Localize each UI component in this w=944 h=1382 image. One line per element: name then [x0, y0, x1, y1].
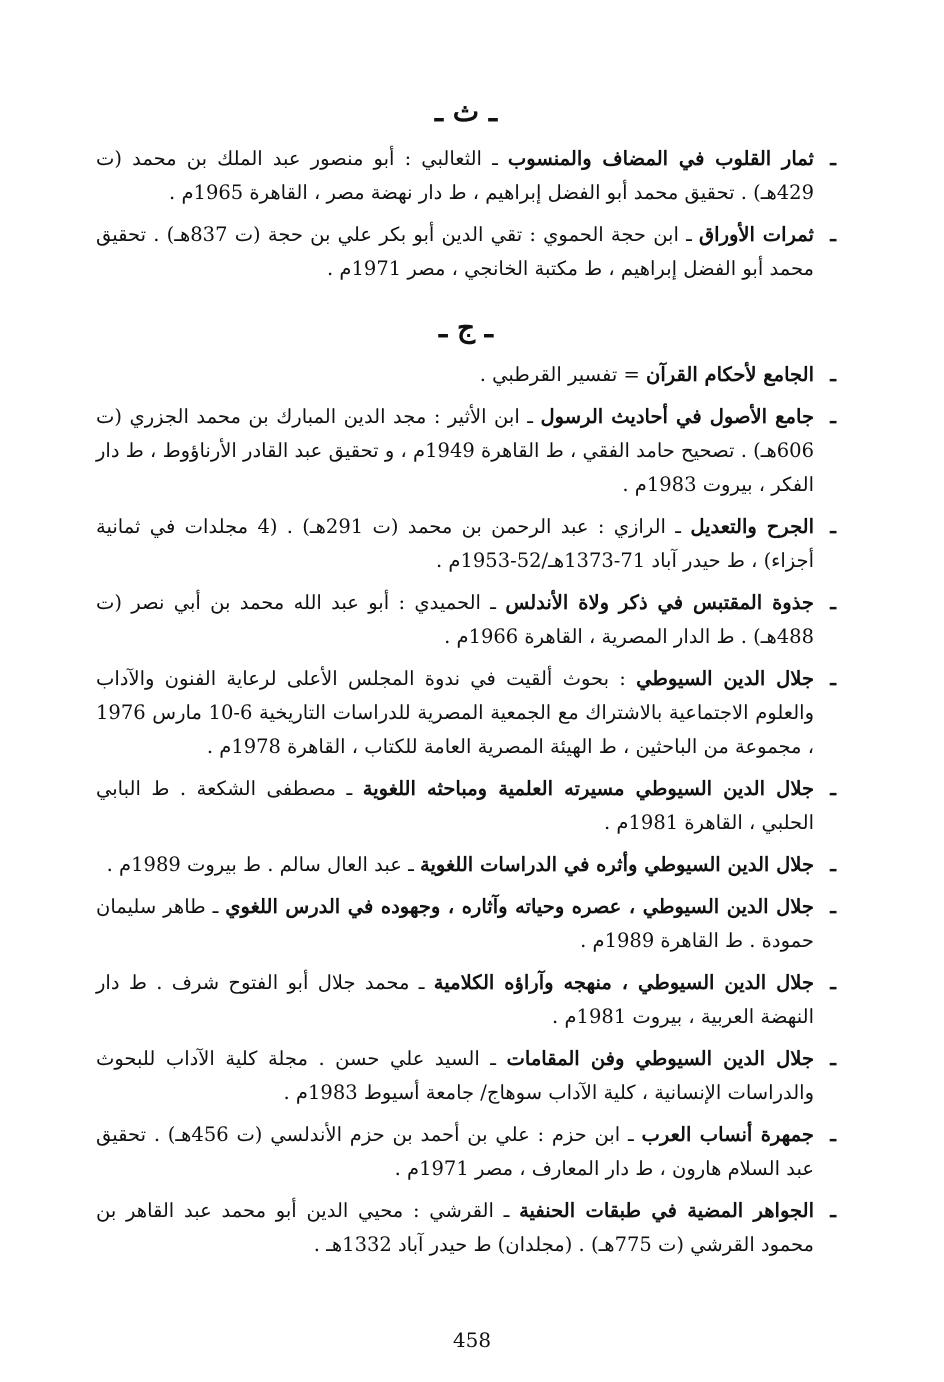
entry-dash: ـ [830, 971, 836, 994]
bibliography-entry [96, 1194, 836, 1262]
entry-details: ـ السيد علي حسن . مجلة كلية الآداب للبحوث والدراسات الإنسانية ، كلية الآداب سوهاج/ جامعة أسيوط 1983م . [96, 1047, 814, 1104]
bibliography-entry [96, 848, 836, 882]
entry-dash: ـ [830, 147, 836, 170]
bibliography-entry [96, 1118, 836, 1186]
bibliography-entry [96, 1042, 836, 1110]
bibliography-entry [96, 966, 836, 1034]
entry-dash: ـ [830, 405, 836, 428]
entry-dash: ـ [830, 363, 836, 386]
entry-dash: ـ [830, 895, 836, 918]
bibliography-entry [96, 586, 836, 654]
entry-title: جلال الدين السيوطي وفن المقامات [506, 1047, 814, 1070]
entry-title: الجواهر المضية في طبقات الحنفية [519, 1199, 814, 1222]
entry-details: ـ عبد العال سالم . ط بيروت 1989م . [106, 853, 420, 876]
entry-title: جلال الدين السيوطي ، منهجه وآراؤه الكلامية [433, 971, 814, 994]
bibliography-entry [96, 358, 836, 392]
entry-dash: ـ [830, 853, 836, 876]
entry-title: جلال الدين السيوطي مسيرته العلمية ومباحثه اللغوية [362, 777, 815, 800]
entry-title: جذوة المقتبس في ذكر ولاة الأندلس [505, 591, 814, 614]
entry-details: ـ ابن حجة الحموي : تقي الدين أبو بكر علي بن حجة (ت 837هـ) . تحقيق محمد أبو الفضل إبراهيم ، ط مكتبة الخانجي ، مصر 1971م . [96, 223, 814, 280]
entry-details: ـ الحميدي : أبو عبد الله محمد بن أبي نصر (ت 488هـ) . ط الدار المصرية ، القاهرة 1966م . [96, 591, 814, 648]
entry-dash: ـ [830, 1123, 836, 1146]
entry-title: جلال الدين السيوطي وأثره في الدراسات اللغوية [420, 853, 814, 876]
entry-title: الجامع لأحكام القرآن [646, 363, 814, 386]
entry-title: جامع الأصول في أحاديث الرسول [540, 405, 815, 428]
entry-dash: ـ [830, 515, 836, 538]
section-heading-jim: ـ ج ـ [439, 311, 493, 344]
bibliography-entry [96, 772, 836, 840]
entry-dash: ـ [830, 591, 836, 614]
entry-dash: ـ [830, 777, 836, 800]
entry-title: جلال الدين السيوطي ، عصره وحياته وآثاره ، وجهوده في الدرس اللغوي [225, 895, 814, 918]
bibliography-entry [96, 142, 836, 210]
entry-details: ـ ابن الأثير : مجد الدين المبارك بن محمد الجزري (ت 606هـ) . تصحيح حامد الفقي ، ط القاهرة 1949م ، و تحقيق عبد القادر الأرناؤوط ، ط دار الفكر ، بيروت 1983م . [96, 405, 814, 496]
entry-details: ـ محمد جلال أبو الفتوح شرف . ط دار النهضة العربية ، بيروت 1981م . [96, 971, 814, 1028]
section-heading-tha: ـ ث ـ [434, 95, 498, 128]
bibliography-entry [96, 890, 836, 958]
bibliography-entry [96, 510, 836, 578]
entry-dash: ـ [830, 1199, 836, 1222]
entry-details: = تفسير القرطبي . [479, 363, 647, 386]
entry-title: ثمار القلوب في المضاف والمنسوب [507, 147, 814, 170]
entry-title: ثمرات الأوراق [699, 223, 814, 246]
entry-details: : بحوث ألقيت في ندوة المجلس الأعلى لرعاية الفنون والآداب والعلوم الاجتماعية بالاشتراك مع الجمعية المصرية للدراسات التاريخية 6-10 مارس 1976 ، مجموعة من الباحثين ، ط الهيئة المصرية العامة للكتاب ، القاهرة 1978م . [96, 667, 814, 758]
entry-title: الجرح والتعديل [690, 515, 815, 538]
entry-details: ـ طاهر سليمان حمودة . ط القاهرة 1989م . [96, 895, 814, 952]
entry-dash: ـ [830, 1047, 836, 1070]
bibliography-entry [96, 218, 836, 286]
bibliography-page [96, 92, 836, 1270]
entry-title: جمهرة أنساب العرب [641, 1123, 814, 1146]
entry-details: ـ ابن حزم : علي بن أحمد بن حزم الأندلسي (ت 456هـ) . تحقيق عبد السلام هارون ، ط دار المعارف ، مصر 1971م . [96, 1123, 814, 1180]
entry-dash: ـ [830, 667, 836, 690]
entry-details: ـ مصطفى الشكعة . ط البابي الحلبي ، القاهرة 1981م . [96, 777, 814, 834]
entry-details: ـ الثعالبي : أبو منصور عبد الملك بن محمد (ت 429هـ) . تحقيق محمد أبو الفضل إبراهيم ، ط دار نهضة مصر ، القاهرة 1965م . [96, 147, 814, 204]
entry-title: جلال الدين السيوطي [636, 667, 814, 690]
entry-dash: ـ [830, 223, 836, 246]
bibliography-entry [96, 400, 836, 502]
entry-details: ـ الرازي : عبد الرحمن بن محمد (ت 291هـ) . (4 مجلدات في ثمانية أجزاء) ، ط حيدر آباد 71-1373هـ/52-1953م . [96, 515, 814, 572]
entry-details: ـ القرشي : محيي الدين أبو محمد عبد القاهر بن محمود القرشي (ت 775هـ) . (مجلدان) ط حيدر آباد 1332هـ . [96, 1199, 814, 1256]
page-number: 458 [452, 1328, 492, 1352]
bibliography-entry [96, 662, 836, 764]
